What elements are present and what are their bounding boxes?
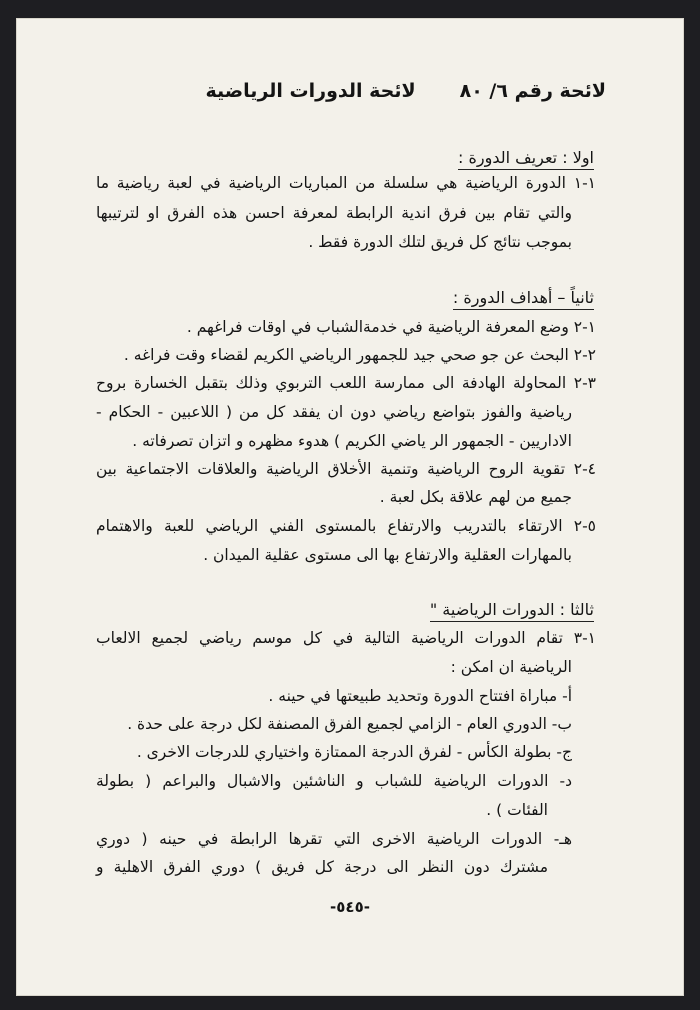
section3-item-e-cont: مشترك دون النظر الى درجة كل فريق ) دوري الفرق الاهلية و bbox=[96, 858, 548, 876]
section2-line-7: جميع من لهم علاقة بكل لعبة . bbox=[379, 488, 572, 506]
section3-item-d-cont: الفئات ) . bbox=[486, 801, 548, 819]
section3-item-d: د- الدورات الرياضية للشباب و الناشئين والاشبال والبراعم ( بطولة bbox=[96, 772, 572, 790]
section-heading-tournaments: ثالثا : الدورات الرياضية " bbox=[430, 600, 594, 622]
document-content bbox=[16, 18, 684, 996]
section2-line-3: ٣-٢ المحاولة الهادفة الى ممارسة اللعب التربوي وذلك بتقبل الخسارة بروح bbox=[96, 374, 596, 392]
title-regulation-number: لائحة رقم ٦/ ٨٠ bbox=[459, 80, 606, 102]
section2-line-4: رياضية والفوز بتواضع رياضي دون ان يفقد كل من ( اللاعبين - الحكام - bbox=[96, 403, 572, 421]
section2-line-6: ٤-٢ تقوية الروح الرياضية وتنمية الأخلاق الرياضية والعلاقات الاجتماعية بين bbox=[96, 460, 596, 478]
section3-line-2: الرياضية ان امكن : bbox=[450, 658, 572, 676]
section-heading-definition: اولا : تعريف الدورة : bbox=[458, 148, 594, 170]
section3-item-c: ج- بطولة الكأس - لفرق الدرجة الممتازة واختياري للدرجات الاخرى . bbox=[136, 743, 572, 761]
section3-item-a: أ- مباراة افتتاح الدورة وتحديد طبيعتها في حينه . bbox=[268, 687, 572, 705]
page-number: -٥٤٥- bbox=[330, 898, 370, 916]
section2-line-8: ٥-٢ الارتقاء بالتدريب والارتفاع بالمستوى الفني الرياضي للعبة والاهتمام bbox=[96, 517, 596, 535]
document-title bbox=[206, 80, 606, 102]
section3-line-1: ١-٣ تقام الدورات الرياضية التالية في كل موسم رياضي لجميع الالعاب bbox=[96, 629, 596, 647]
section3-item-e: هـ- الدورات الرياضية الاخرى التي تقرها الرابطة في حينه ( دوري bbox=[96, 830, 572, 848]
section2-line-1: ١-٢ وضع المعرفة الرياضية في خدمةالشباب في اوقات فراغهم . bbox=[186, 318, 596, 336]
section3-item-b: ب- الدوري العام - الزامي لجميع الفرق المصنفة لكل درجة على حدة . bbox=[127, 715, 572, 733]
section2-line-2: ٢-٢ البحث عن جو صحي جيد للجمهور الرياضي الكريم لقضاء وقت فراغه . bbox=[123, 346, 596, 364]
section2-line-5: الاداريين - الجمهور الر ياضي الكريم ) هدوء مظهره و اتزان تصرفاته . bbox=[132, 432, 572, 450]
document-page bbox=[16, 18, 684, 996]
section-heading-objectives: ثانياً – أهداف الدورة : bbox=[453, 288, 594, 310]
section1-line-3: بموجب نتائج كل فريق لتلك الدورة فقط . bbox=[308, 233, 572, 251]
section1-line-2: والتي تقام بين فرق اندية الرابطة لمعرفة احسن هذه الفرق او لترتيبها bbox=[96, 204, 572, 222]
section1-line-1: ١-١ الدورة الرياضية هي سلسلة من المباريات الرياضية في لعبة رياضية ما bbox=[96, 174, 596, 192]
title-regulation-name: لائحة الدورات الرياضية bbox=[205, 80, 416, 102]
section2-line-9: بالمهارات العقلية والارتفاع بها الى مستوى عقلية الميدان . bbox=[203, 546, 572, 564]
